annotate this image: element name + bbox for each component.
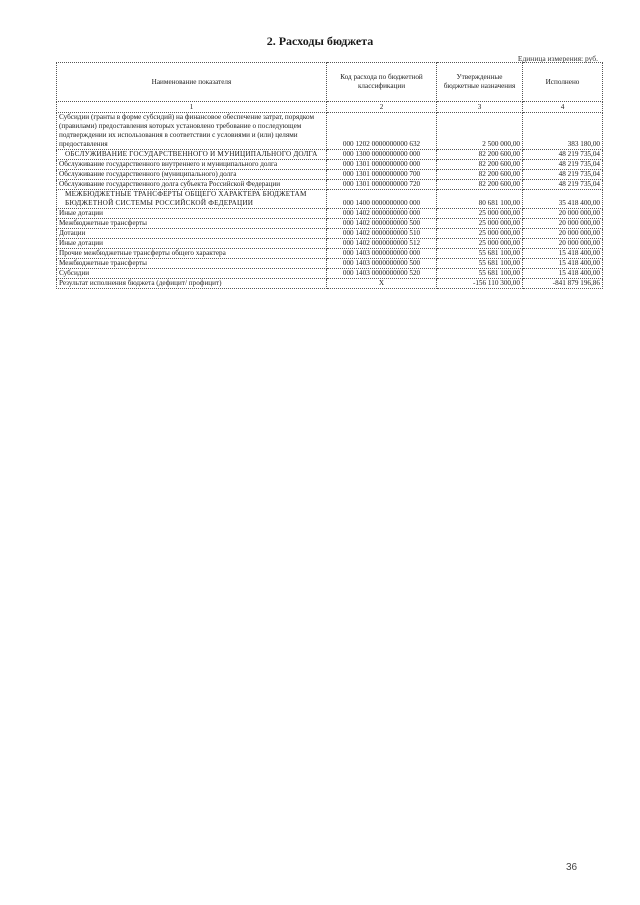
row-code-cell: 000 1403 0000000000 520 — [327, 269, 437, 279]
row-executed-cell: 20 000 000,00 — [523, 229, 603, 239]
row-executed-cell: 15 418 400,00 — [523, 269, 603, 279]
row-executed-cell: -841 879 196,86 — [523, 279, 603, 289]
row-code-cell: 000 1402 0000000000 500 — [327, 219, 437, 229]
row-name-cell: Субсидии — [57, 269, 327, 279]
table-row — [57, 219, 603, 229]
row-code-cell: 000 1402 0000000000 512 — [327, 239, 437, 249]
table-row — [57, 209, 603, 219]
row-code-cell: X — [327, 279, 437, 289]
header-executed: Исполнено — [523, 63, 603, 102]
row-approved-cell: 80 681 100,00 — [437, 190, 523, 209]
row-approved-cell: -156 110 300,00 — [437, 279, 523, 289]
row-executed-cell: 35 418 400,00 — [523, 190, 603, 209]
row-code-cell: 000 1301 0000000000 720 — [327, 180, 437, 190]
row-code-cell: 000 1202 0000000000 632 — [327, 113, 437, 150]
row-approved-cell: 25 000 000,00 — [437, 239, 523, 249]
column-number: 4 — [523, 102, 603, 113]
units-label: Единица измерения: руб. — [517, 54, 598, 63]
row-name-cell: Дотации — [57, 229, 327, 239]
table-row — [57, 150, 603, 160]
row-approved-cell: 82 200 600,00 — [437, 170, 523, 180]
table-row — [57, 279, 603, 289]
row-approved-cell: 55 681 100,00 — [437, 269, 523, 279]
row-name-cell: Обслуживание государственного (муниципального) долга — [57, 170, 327, 180]
page-number: 36 — [566, 862, 578, 873]
row-executed-cell: 48 219 735,04 — [523, 170, 603, 180]
table-row — [57, 180, 603, 190]
row-name-cell: Субсидии (гранты в форме субсидий) на финансовое обеспечение затрат, порядком (правилами) предоставления которых установлено требование о последующем подтверждении их использования в соответствии с условиями и (или) целями предоставления — [57, 113, 327, 150]
row-code-cell: 000 1403 0000000000 500 — [327, 259, 437, 269]
table-body — [57, 113, 603, 289]
row-name-cell: Обслуживание государственного долга субъекта Российской Федерации — [57, 180, 327, 190]
row-executed-cell: 383 180,00 — [523, 113, 603, 150]
row-name-cell: Обслуживание государственного внутреннего и муниципального долга — [57, 160, 327, 170]
row-approved-cell: 82 200 600,00 — [437, 150, 523, 160]
row-code-cell: 000 1403 0000000000 000 — [327, 249, 437, 259]
table-row — [57, 229, 603, 239]
row-approved-cell: 25 000 000,00 — [437, 209, 523, 219]
row-name-cell: Прочие межбюджетные трансферты общего характера — [57, 249, 327, 259]
document-title: 2. Расходы бюджета — [266, 34, 374, 48]
row-executed-cell: 20 000 000,00 — [523, 239, 603, 249]
row-executed-cell: 48 219 735,04 — [523, 180, 603, 190]
row-approved-cell: 25 000 000,00 — [437, 229, 523, 239]
table-row — [57, 259, 603, 269]
table-row — [57, 239, 603, 249]
table-row — [57, 249, 603, 259]
row-approved-cell: 55 681 100,00 — [437, 249, 523, 259]
row-executed-cell: 20 000 000,00 — [523, 209, 603, 219]
table-header-row — [57, 63, 603, 102]
table-row — [57, 113, 603, 150]
row-approved-cell: 25 000 000,00 — [437, 219, 523, 229]
row-code-cell: 000 1400 0000000000 000 — [327, 190, 437, 209]
column-number: 1 — [57, 102, 327, 113]
row-executed-cell: 20 000 000,00 — [523, 219, 603, 229]
row-approved-cell: 82 200 600,00 — [437, 160, 523, 170]
column-number: 3 — [437, 102, 523, 113]
row-name-cell: Результат исполнения бюджета (дефицит/ профицит) — [57, 279, 327, 289]
row-name-cell: Иные дотации — [57, 209, 327, 219]
row-executed-cell: 48 219 735,04 — [523, 150, 603, 160]
row-code-cell: 000 1300 0000000000 000 — [327, 150, 437, 160]
row-executed-cell: 15 418 400,00 — [523, 249, 603, 259]
row-name-cell: Межбюджетные трансферты — [57, 259, 327, 269]
column-number-row — [57, 102, 603, 113]
row-approved-cell: 2 500 000,00 — [437, 113, 523, 150]
row-code-cell: 000 1402 0000000000 000 — [327, 209, 437, 219]
header-code: Код расхода по бюджетной классификации — [327, 63, 437, 102]
row-name-cell: ОБСЛУЖИВАНИЕ ГОСУДАРСТВЕННОГО И МУНИЦИПАЛЬНОГО ДОЛГА — [57, 150, 327, 160]
table-row — [57, 269, 603, 279]
table-row — [57, 160, 603, 170]
row-approved-cell: 82 200 600,00 — [437, 180, 523, 190]
row-code-cell: 000 1301 0000000000 700 — [327, 170, 437, 180]
column-number: 2 — [327, 102, 437, 113]
table-row — [57, 170, 603, 180]
row-code-cell: 000 1402 0000000000 510 — [327, 229, 437, 239]
budget-expenses-table — [56, 62, 603, 289]
row-name-cell: Иные дотации — [57, 239, 327, 249]
row-approved-cell: 55 681 100,00 — [437, 259, 523, 269]
row-executed-cell: 48 219 735,04 — [523, 160, 603, 170]
header-approved: Утвержденные бюджетные назначения — [437, 63, 523, 102]
row-executed-cell: 15 418 400,00 — [523, 259, 603, 269]
table-row — [57, 190, 603, 209]
header-name: Наименование показателя — [57, 63, 327, 102]
row-code-cell: 000 1301 0000000000 000 — [327, 160, 437, 170]
row-name-cell: Межбюджетные трансферты — [57, 219, 327, 229]
row-name-cell: МЕЖБЮДЖЕТНЫЕ ТРАНСФЕРТЫ ОБЩЕГО ХАРАКТЕРА БЮДЖЕТАМ БЮДЖЕТНОЙ СИСТЕМЫ РОССИЙСКОЙ ФЕДЕРАЦИИ — [57, 190, 327, 209]
